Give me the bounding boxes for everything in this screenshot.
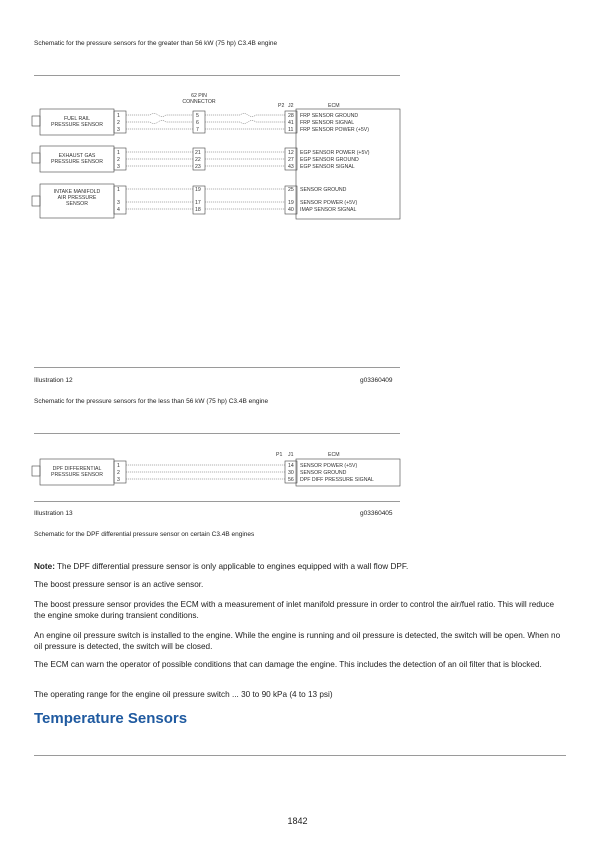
pin-number: 17 [195,200,201,206]
connector-label: 62 PIN [191,93,207,99]
paragraph: An engine oil pressure switch is installed to the engine. While the engine is running and oil pressure is detected, the switch will be open. When no oil pressure is detected, the switch will be closed. [34,631,561,651]
divider [34,755,566,756]
pin-number: 27 [288,157,294,163]
illustration-code: g03360405 [360,510,393,517]
divider [34,501,400,502]
sensor-name: INTAKE MANIFOLD [53,189,101,195]
sensor-name: AIR PRESSURE [57,195,97,201]
pin-number: 28 [288,113,294,119]
pin-number: 5 [196,113,199,119]
figure-caption-3: Schematic for the DPF differential pressure sensor on certain C3.4B engines [34,531,255,538]
pin-number: 19 [195,187,201,193]
sensor-name: EXHAUST GAS [58,153,96,159]
note-paragraph [34,561,564,572]
page-number: 1842 [287,816,308,826]
ecm-signal: FRP SENSOR POWER (+5V) [300,127,369,133]
figure-caption-1: Schematic for the pressure sensors for the greater than 56 kW (75 hp) C3.4B engine [34,40,278,47]
ecm-signal: EGP SENSOR POWER (+5V) [300,150,370,156]
ecm-signal: FRP SENSOR GROUND [300,113,359,119]
illustration-label: Illustration 12 [34,377,73,384]
divider [34,75,400,76]
paragraph: The boost pressure sensor is an active sensor. [34,580,204,589]
sensor-name: PRESSURE SENSOR [51,472,103,478]
note-text: The DPF differential pressure sensor is only applicable to engines equipped with a wall flow DPF. [54,562,409,571]
pin-number: 6 [196,120,199,126]
figure-caption-2: Schematic for the pressure sensors for the less than 56 kW (75 hp) C3.4B engine [34,398,269,405]
pin-number: 56 [288,477,294,483]
ecm-signal: FRP SENSOR SIGNAL [300,120,355,126]
paragraph: The ECM can warn the operator of possible conditions that can damage the engine. This includes the detection of an oil filter that is blocked. [34,660,542,669]
pin-number: 23 [195,164,201,170]
ecm-signal: SENSOR POWER (+5V) [300,463,358,469]
ecm-label: ECM [328,103,340,109]
pin-number: 3 [117,164,120,170]
illustration-code: g03360409 [360,377,393,384]
pin-number: 7 [196,127,199,133]
pin-number: 3 [117,200,120,206]
pin-number: 43 [288,164,294,170]
pin-number: 22 [195,157,201,163]
pin-number: 4 [117,207,120,213]
pressure-sensor-schematic-1 [30,92,405,222]
pin-number: 19 [288,200,294,206]
ecm-signal: SENSOR POWER (+5V) [300,200,358,206]
ecm-signal: SENSOR GROUND [300,187,347,193]
pin-number: 18 [195,207,201,213]
pin-number: 2 [117,157,120,163]
pin-number: 1 [117,113,120,119]
jack-label: J1 [288,452,294,458]
section-heading: Temperature Sensors [34,710,188,727]
note-label: Note: [34,562,55,571]
pin-number: 3 [117,477,120,483]
sensor-name: PRESSURE SENSOR [51,159,103,165]
pin-number: 41 [288,120,294,126]
dpf-sensor-schematic [30,447,405,492]
jack-label: J2 [288,103,294,109]
ecm-signal: EGP SENSOR GROUND [300,157,359,163]
pin-number: 25 [288,187,294,193]
ecm-label: ECM [328,452,340,458]
sensor-name: FUEL RAIL [63,116,91,122]
pin-number: 14 [288,463,294,469]
connector-label: CONNECTOR [182,99,216,105]
paragraph: The operating range for the engine oil pressure switch ... 30 to 90 kPa (4 to 13 psi) [34,690,333,699]
paragraph: The boost pressure sensor provides the ECM with a measurement of inlet manifold pressure in order to control the air/fuel ratio. This will reduce the engine smoke during transient conditions. [34,600,554,620]
plug-label: P1 [276,452,283,458]
ecm-signal: DPF DIFF PRESSURE SIGNAL [300,477,374,483]
pin-number: 1 [117,463,120,469]
pin-number: 21 [195,150,201,156]
illustration-label: Illustration 13 [34,510,73,517]
pin-number: 2 [117,120,120,126]
ecm-signal: EGP SENSOR SIGNAL [300,164,355,170]
pin-number: 1 [117,150,120,156]
ecm-signal: SENSOR GROUND [300,470,347,476]
pin-number: 2 [117,470,120,476]
plug-label: P2 [278,103,285,109]
pin-number: 3 [117,127,120,133]
pin-number: 40 [288,207,294,213]
divider [34,433,400,434]
sensor-name: PRESSURE SENSOR [51,122,103,128]
pin-number: 30 [288,470,294,476]
sensor-name: DPF DIFFERENTIAL [52,466,102,472]
divider [34,367,400,368]
pin-number: 12 [288,150,294,156]
pin-number: 11 [288,127,294,133]
pin-number: 1 [117,187,120,193]
sensor-name: SENSOR [66,201,88,207]
ecm-signal: IMAP SENSOR SIGNAL [300,207,357,213]
